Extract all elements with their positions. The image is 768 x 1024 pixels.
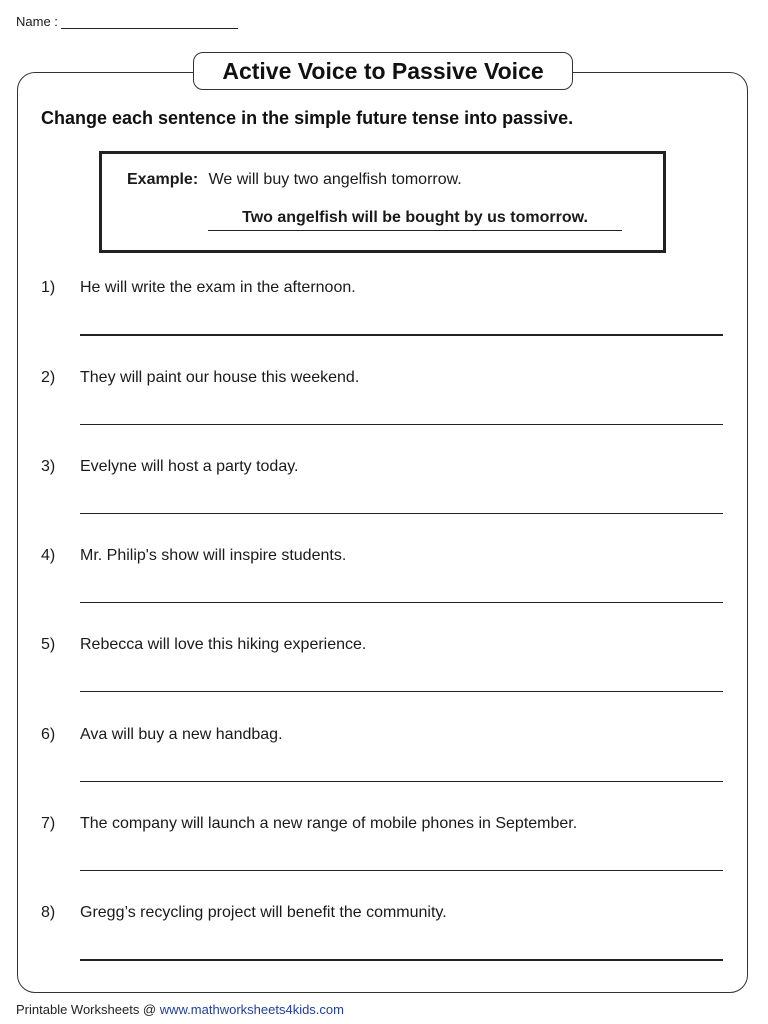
name-row <box>16 12 238 29</box>
answer-line[interactable] <box>80 959 723 961</box>
question-number: 3) <box>41 458 56 475</box>
question-item <box>41 726 723 786</box>
footer-link[interactable]: www.mathworksheets4kids.com <box>159 1002 344 1017</box>
question-item <box>41 458 723 518</box>
question-item <box>41 636 723 696</box>
answer-line[interactable] <box>80 781 723 782</box>
question-item <box>41 279 723 339</box>
question-text: Ava will buy a new handbag. <box>80 726 283 743</box>
worksheet-title: Active Voice to Passive Voice <box>193 52 573 90</box>
question-text: The company will launch a new range of mobile phones in September. <box>80 815 578 832</box>
question-text: Rebecca will love this hiking experience. <box>80 636 367 653</box>
answer-line[interactable] <box>80 602 723 603</box>
answer-line[interactable] <box>80 870 723 871</box>
question-text: They will paint our house this weekend. <box>80 369 360 386</box>
answer-line[interactable] <box>80 691 723 692</box>
question-item <box>41 547 723 607</box>
question-item <box>41 815 723 875</box>
answer-line[interactable] <box>80 424 723 425</box>
name-input-line[interactable] <box>61 12 238 29</box>
question-number: 6) <box>41 726 56 743</box>
question-number: 8) <box>41 904 56 921</box>
answer-line[interactable] <box>80 513 723 514</box>
footer-prefix: Printable Worksheets @ <box>16 1002 160 1017</box>
example-answer: Two angelfish will be bought by us tomorrow. <box>208 209 622 231</box>
question-item <box>41 369 723 429</box>
example-label: Example: <box>127 171 199 188</box>
footer <box>16 1002 344 1017</box>
question-text: Mr. Philip's show will inspire students. <box>80 547 347 564</box>
question-text: He will write the exam in the afternoon. <box>80 279 356 296</box>
question-number: 4) <box>41 547 56 564</box>
question-number: 7) <box>41 815 56 832</box>
question-text: Gregg’s recycling project will benefit the community. <box>80 904 447 921</box>
example-box <box>99 151 666 253</box>
example-sentence-row <box>127 171 462 189</box>
instruction-text: Change each sentence in the simple future tense into passive. <box>41 108 574 128</box>
question-item <box>41 904 723 964</box>
example-sentence: We will buy two angelfish tomorrow. <box>208 171 462 188</box>
question-number: 2) <box>41 369 56 386</box>
answer-line[interactable] <box>80 334 723 336</box>
question-number: 5) <box>41 636 56 653</box>
question-number: 1) <box>41 279 56 296</box>
name-label: Name : <box>16 14 58 29</box>
question-text: Evelyne will host a party today. <box>80 458 299 475</box>
